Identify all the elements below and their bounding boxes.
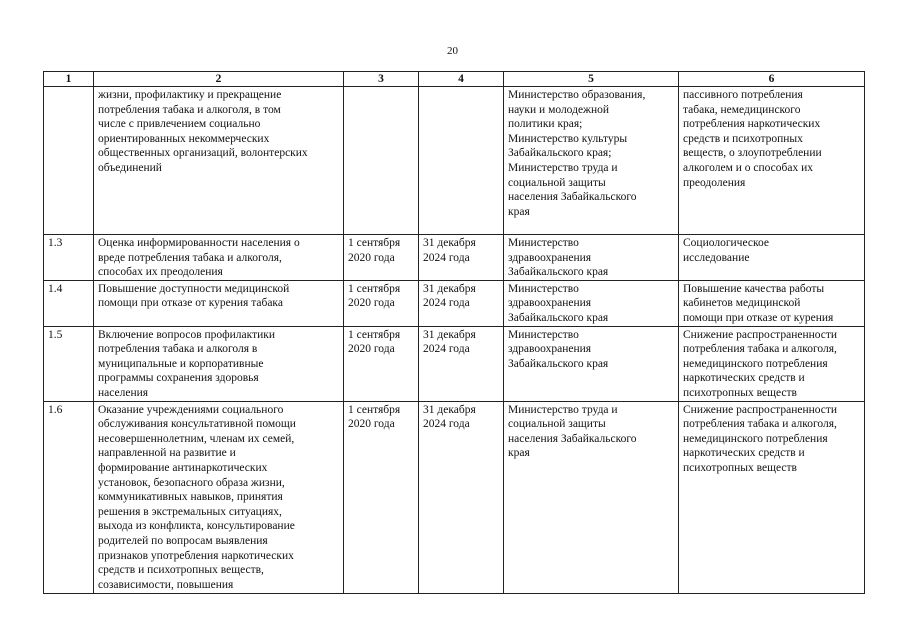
start-date-cell: 1 сентября 2020 года [344, 235, 419, 281]
column-header-6: 6 [679, 72, 865, 87]
start-date-cell [344, 87, 419, 235]
result-cell: Снижение распространенности потребления табака и алкоголя, немедицинского потребления наркотических средств и психотропных веществ [679, 401, 865, 593]
row-number: 1.4 [44, 280, 94, 326]
table-row [44, 401, 865, 593]
page-number: 20 [447, 45, 458, 57]
end-date-cell: 31 декабря 2024 года [419, 326, 504, 401]
column-header-1: 1 [44, 72, 94, 87]
table-row [44, 280, 865, 326]
measure-cell: Повышение доступности медицинской помощи при отказе от курения табака [94, 280, 344, 326]
table-row [44, 326, 865, 401]
start-date-cell: 1 сентября 2020 года [344, 280, 419, 326]
executor-cell: Министерство здравоохранения Забайкальского края [504, 326, 679, 401]
executor-cell: Министерство здравоохранения Забайкальского края [504, 235, 679, 281]
start-date-cell: 1 сентября 2020 года [344, 401, 419, 593]
row-number: 1.5 [44, 326, 94, 401]
measure-cell: Включение вопросов профилактики потребления табака и алкоголя в муниципальные и корпоративные программы сохранения здоровья населения [94, 326, 344, 401]
column-header-2: 2 [94, 72, 344, 87]
measure-cell: жизни, профилактику и прекращение потребления табака и алкоголя, в том числе с привлечением социально ориентированных некоммерческих общественных организаций, волонтерских объединений [94, 87, 344, 235]
result-cell: Повышение качества работы кабинетов медицинской помощи при отказе от курения [679, 280, 865, 326]
result-cell: Социологическое исследование [679, 235, 865, 281]
executor-cell: Министерство образования, науки и молодежной политики края; Министерство культуры Забайкальского края; Министерство труда и социальной защиты населения Забайкальского края [504, 87, 679, 235]
measure-cell: Оценка информированности населения о вреде потребления табака и алкоголя, способах их преодоления [94, 235, 344, 281]
row-number: 1.3 [44, 235, 94, 281]
result-cell: пассивного потребления табака, немедицинского потребления наркотических средств и психотропных веществ, о злоупотреблении алкоголем и о способах их преодоления [679, 87, 865, 235]
table-row [44, 235, 865, 281]
column-header-4: 4 [419, 72, 504, 87]
executor-cell: Министерство труда и социальной защиты населения Забайкальского края [504, 401, 679, 593]
column-header-5: 5 [504, 72, 679, 87]
executor-cell: Министерство здравоохранения Забайкальского края [504, 280, 679, 326]
row-number: 1.6 [44, 401, 94, 593]
result-cell: Снижение распространенности потребления табака и алкоголя, немедицинского потребления наркотических средств и психотропных веществ [679, 326, 865, 401]
end-date-cell: 31 декабря 2024 года [419, 280, 504, 326]
measure-cell: Оказание учреждениями социального обслуживания консультативной помощи несовершеннолетним, членам их семей, направленной на развитие и формирование антинаркотических установок, безопасного образа жизни, коммуникативных навыков, принятия решения в экстремальных ситуациях, выхода из конфликта, консультирование родителей по вопросам выявления признаков употребления наркотических средств и психотропных веществ, созависимости, повышения [94, 401, 344, 593]
end-date-cell: 31 декабря 2024 года [419, 235, 504, 281]
measures-table [43, 71, 865, 594]
start-date-cell: 1 сентября 2020 года [344, 326, 419, 401]
table-row [44, 87, 865, 235]
column-header-3: 3 [344, 72, 419, 87]
table-header-row [44, 72, 865, 87]
row-number [44, 87, 94, 235]
end-date-cell [419, 87, 504, 235]
end-date-cell: 31 декабря 2024 года [419, 401, 504, 593]
